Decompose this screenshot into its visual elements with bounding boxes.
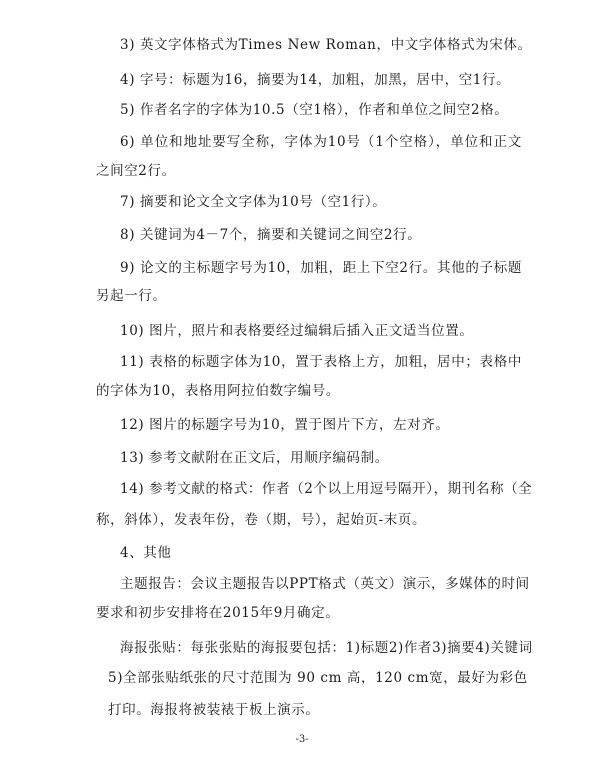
item-8-keywords: 8) 关键词为4－7个，摘要和关键词之间空2行。 — [120, 227, 422, 243]
poster-line2: 5)全部张贴纸张的尺寸范围为 90 cm 高，120 cm宽，最好为彩色 — [108, 670, 528, 686]
item-7-abstract-font: 7) 摘要和论文全文字体为10号（空1行）。 — [120, 194, 387, 210]
poster-line1: 海报张贴：每张张贴的海报要包括：1)标题2)作者3)摘要4)关键词 — [120, 640, 533, 656]
item-14-reference-format-line1: 14) 参考文献的格式：作者（2个以上用逗号隔开），期刊名称（全 — [120, 481, 533, 497]
item-4-font-size: 4) 字号：标题为16，摘要为14，加粗，加黑，居中，空1行。 — [120, 72, 511, 88]
item-10-figures: 10) 图片，照片和表格要经过编辑后插入正文适当位置。 — [120, 323, 474, 339]
item-6-affiliation-line2: 之间空2行。 — [96, 163, 176, 179]
item-11-table-title-line2: 的字体为10，表格用阿拉伯数字编号。 — [96, 383, 340, 399]
item-3-font-format: 3) 英文字体格式为Times New Roman，中文字体格式为宋体。 — [120, 37, 532, 53]
keynote-line1: 主题报告：会议主题报告以PPT格式（英文）演示，多媒体的时间 — [120, 576, 530, 592]
item-11-table-title-line1: 11) 表格的标题字体为10，置于表格上方，加粗，居中；表格中 — [120, 354, 522, 370]
item-14-reference-format-line2: 称，斜体），发表年份，卷（期，号），起始页-末页。 — [96, 512, 427, 528]
item-5-author-font: 5) 作者名字的字体为10.5（空1格），作者和单位之间空2格。 — [120, 102, 509, 118]
item-9-main-title-line1: 9) 论文的主标题字号为10，加粗，距上下空2行。其他的子标题 — [120, 260, 522, 276]
page-number: -3- — [295, 734, 309, 745]
item-12-figure-title: 12) 图片的标题字号为10，置于图片下方，左对齐。 — [120, 417, 450, 433]
item-13-references: 13) 参考文献附在正文后，用顺序编码制。 — [120, 450, 389, 466]
item-6-affiliation-line1: 6) 单位和地址要写全称，字体为10号（1个空格），单位和正文 — [120, 134, 522, 150]
poster-line3: 打印。海报将被装裱于板上演示。 — [108, 702, 320, 718]
keynote-line2: 要求和初步安排将在2015年9月确定。 — [96, 605, 340, 621]
item-9-main-title-line2: 另起一行。 — [96, 288, 167, 304]
section-4-heading: 4、其他 — [120, 545, 172, 561]
